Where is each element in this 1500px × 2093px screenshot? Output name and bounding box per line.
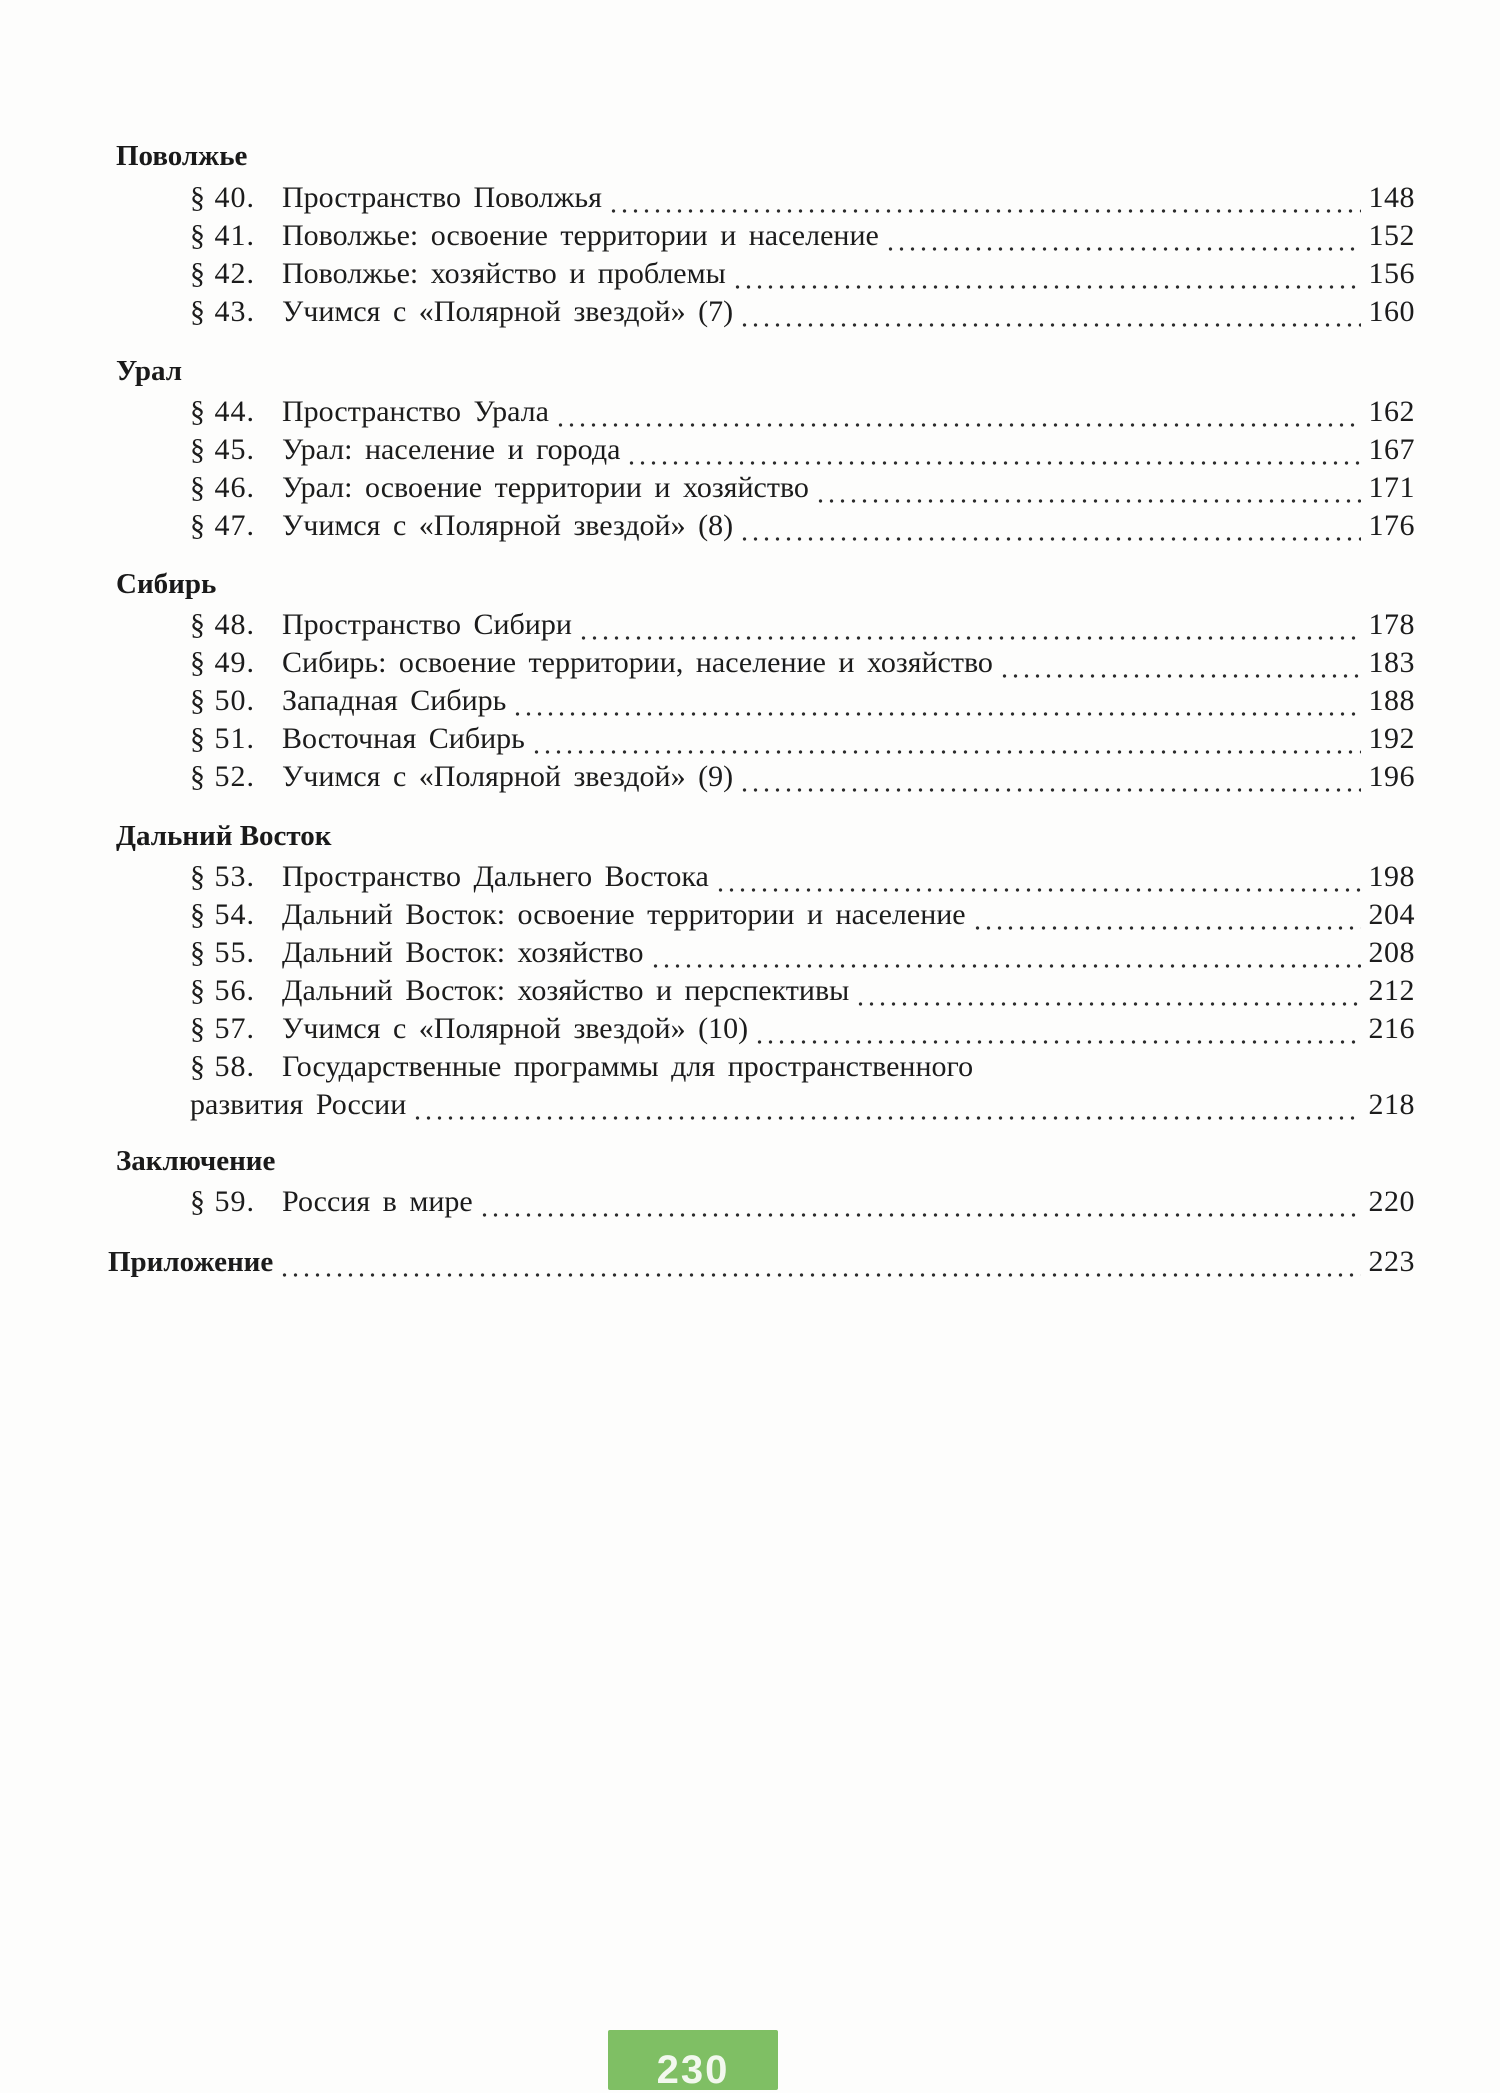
entry-title: Поволжье: освоение территории и население bbox=[282, 219, 879, 252]
toc-entry bbox=[190, 1010, 1415, 1048]
toc-entry bbox=[190, 682, 1415, 720]
page-number: 216 bbox=[1368, 1012, 1415, 1045]
leader-dots bbox=[608, 179, 1361, 217]
leader-dots bbox=[815, 469, 1361, 507]
entry-title: Дальний Восток: освоение территории и население bbox=[282, 898, 966, 931]
page-number: 167 bbox=[1368, 433, 1415, 466]
leader-dots bbox=[754, 1010, 1360, 1048]
entry-title: Учимся с «Полярной звездой» (7) bbox=[282, 295, 734, 328]
toc-entry bbox=[190, 720, 1415, 758]
toc-entry-continuation bbox=[190, 1086, 1415, 1124]
page-number: 208 bbox=[1368, 936, 1415, 969]
paragraph-number: § 53. bbox=[190, 860, 255, 893]
page-number: 218 bbox=[1368, 1088, 1415, 1121]
leader-dots bbox=[855, 972, 1360, 1010]
paragraph-number: § 40. bbox=[190, 181, 255, 214]
page-number-label: 230 bbox=[656, 2048, 730, 2092]
paragraph-number: § 46. bbox=[190, 471, 255, 504]
section-title-zaklyuchenie: Заключение bbox=[116, 1145, 276, 1177]
paragraph-number: § 43. bbox=[190, 295, 255, 328]
toc-entry bbox=[190, 1183, 1415, 1221]
paragraph-number: § 55. bbox=[190, 936, 255, 969]
leader-dots bbox=[739, 758, 1360, 796]
leader-dots bbox=[885, 217, 1361, 255]
entry-title: Дальний Восток: хозяйство bbox=[282, 936, 644, 969]
leader-dots bbox=[412, 1086, 1360, 1124]
page-number: 220 bbox=[1368, 1185, 1415, 1218]
page-number: 162 bbox=[1368, 395, 1415, 428]
paragraph-number: § 41. bbox=[190, 219, 255, 252]
toc-entry bbox=[190, 255, 1415, 293]
leader-dots bbox=[531, 720, 1361, 758]
paragraph-number: § 44. bbox=[190, 395, 255, 428]
paragraph-number: § 45. bbox=[190, 433, 255, 466]
page-number: 204 bbox=[1368, 898, 1415, 931]
page-number: 156 bbox=[1368, 257, 1415, 290]
entry-title: Поволжье: хозяйство и проблемы bbox=[282, 257, 726, 290]
page-number-tab bbox=[608, 2030, 778, 2090]
leader-dots bbox=[715, 858, 1361, 896]
toc-entry bbox=[190, 507, 1415, 545]
leader-dots bbox=[279, 1243, 1360, 1281]
leader-dots bbox=[626, 431, 1360, 469]
page-number: 223 bbox=[1368, 1245, 1415, 1278]
appendix-title: Приложение bbox=[108, 1246, 274, 1278]
page-number: 198 bbox=[1368, 860, 1415, 893]
entry-title: Дальний Восток: хозяйство и перспективы bbox=[282, 974, 850, 1007]
paragraph-number: § 57. bbox=[190, 1012, 255, 1045]
toc-entry bbox=[190, 469, 1415, 507]
leader-dots bbox=[739, 507, 1360, 545]
page-number: 152 bbox=[1368, 219, 1415, 252]
paragraph-number: § 47. bbox=[190, 509, 255, 542]
paragraph-number: § 56. bbox=[190, 974, 255, 1007]
leader-dots bbox=[732, 255, 1361, 293]
entry-title: Учимся с «Полярной звездой» (9) bbox=[282, 760, 734, 793]
section-title-ural: Урал bbox=[116, 355, 183, 387]
page-number: 183 bbox=[1368, 646, 1415, 679]
entry-title: Государственные программы для пространственного bbox=[282, 1050, 974, 1083]
toc-entry bbox=[190, 393, 1415, 431]
entry-title: Пространство Дальнего Востока bbox=[282, 860, 709, 893]
paragraph-number: § 50. bbox=[190, 684, 255, 717]
page-number: 212 bbox=[1368, 974, 1415, 1007]
toc-entry bbox=[190, 644, 1415, 682]
leader-dots bbox=[578, 606, 1361, 644]
toc-entry bbox=[190, 179, 1415, 217]
leader-dots bbox=[999, 644, 1361, 682]
paragraph-number: § 48. bbox=[190, 608, 255, 641]
page-number: 178 bbox=[1368, 608, 1415, 641]
leader-dots bbox=[972, 896, 1361, 934]
paragraph-number: § 51. bbox=[190, 722, 255, 755]
toc-entry bbox=[190, 934, 1415, 972]
toc-entry bbox=[190, 431, 1415, 469]
leader-dots bbox=[739, 293, 1360, 331]
toc-entry bbox=[190, 217, 1415, 255]
leader-dots bbox=[555, 393, 1361, 431]
entry-title: Пространство Урала bbox=[282, 395, 549, 428]
section-title-povolzhye: Поволжье bbox=[116, 140, 248, 172]
paragraph-number: § 52. bbox=[190, 760, 255, 793]
leader-dots bbox=[512, 682, 1360, 720]
page-number: 176 bbox=[1368, 509, 1415, 542]
leader-dots bbox=[479, 1183, 1361, 1221]
page-number: 188 bbox=[1368, 684, 1415, 717]
entry-title: Урал: освоение территории и хозяйство bbox=[282, 471, 809, 504]
section-title-dalniy-vostok: Дальний Восток bbox=[116, 820, 332, 852]
toc-entry bbox=[190, 758, 1415, 796]
page-number: 148 bbox=[1368, 181, 1415, 214]
entry-title: Западная Сибирь bbox=[282, 684, 507, 717]
entry-title: Учимся с «Полярной звездой» (8) bbox=[282, 509, 734, 542]
page-number: 192 bbox=[1368, 722, 1415, 755]
entry-title: Сибирь: освоение территории, население и хозяйство bbox=[282, 646, 993, 679]
paragraph-number: § 42. bbox=[190, 257, 255, 290]
leader-dots bbox=[650, 934, 1361, 972]
entry-title: развития России bbox=[190, 1088, 407, 1121]
page-number: 171 bbox=[1368, 471, 1415, 504]
entry-title: Учимся с «Полярной звездой» (10) bbox=[282, 1012, 749, 1045]
entry-title: Россия в мире bbox=[282, 1185, 473, 1218]
paragraph-number: § 58. bbox=[190, 1050, 255, 1083]
section-title-sibir: Сибирь bbox=[116, 568, 217, 600]
toc-entry bbox=[190, 293, 1415, 331]
entry-title: Пространство Поволжья bbox=[282, 181, 602, 214]
paragraph-number: § 54. bbox=[190, 898, 255, 931]
toc-entry bbox=[190, 606, 1415, 644]
page-number: 196 bbox=[1368, 760, 1415, 793]
toc-entry bbox=[190, 972, 1415, 1010]
entry-title: Урал: население и города bbox=[282, 433, 621, 466]
paragraph-number: § 49. bbox=[190, 646, 255, 679]
toc-entry-appendix bbox=[108, 1243, 1415, 1281]
paragraph-number: § 59. bbox=[190, 1185, 255, 1218]
page-number: 160 bbox=[1368, 295, 1415, 328]
entry-title: Пространство Сибири bbox=[282, 608, 572, 641]
toc-entry bbox=[190, 858, 1415, 896]
toc-entry bbox=[190, 1048, 1415, 1086]
entry-title: Восточная Сибирь bbox=[282, 722, 525, 755]
toc-entry bbox=[190, 896, 1415, 934]
